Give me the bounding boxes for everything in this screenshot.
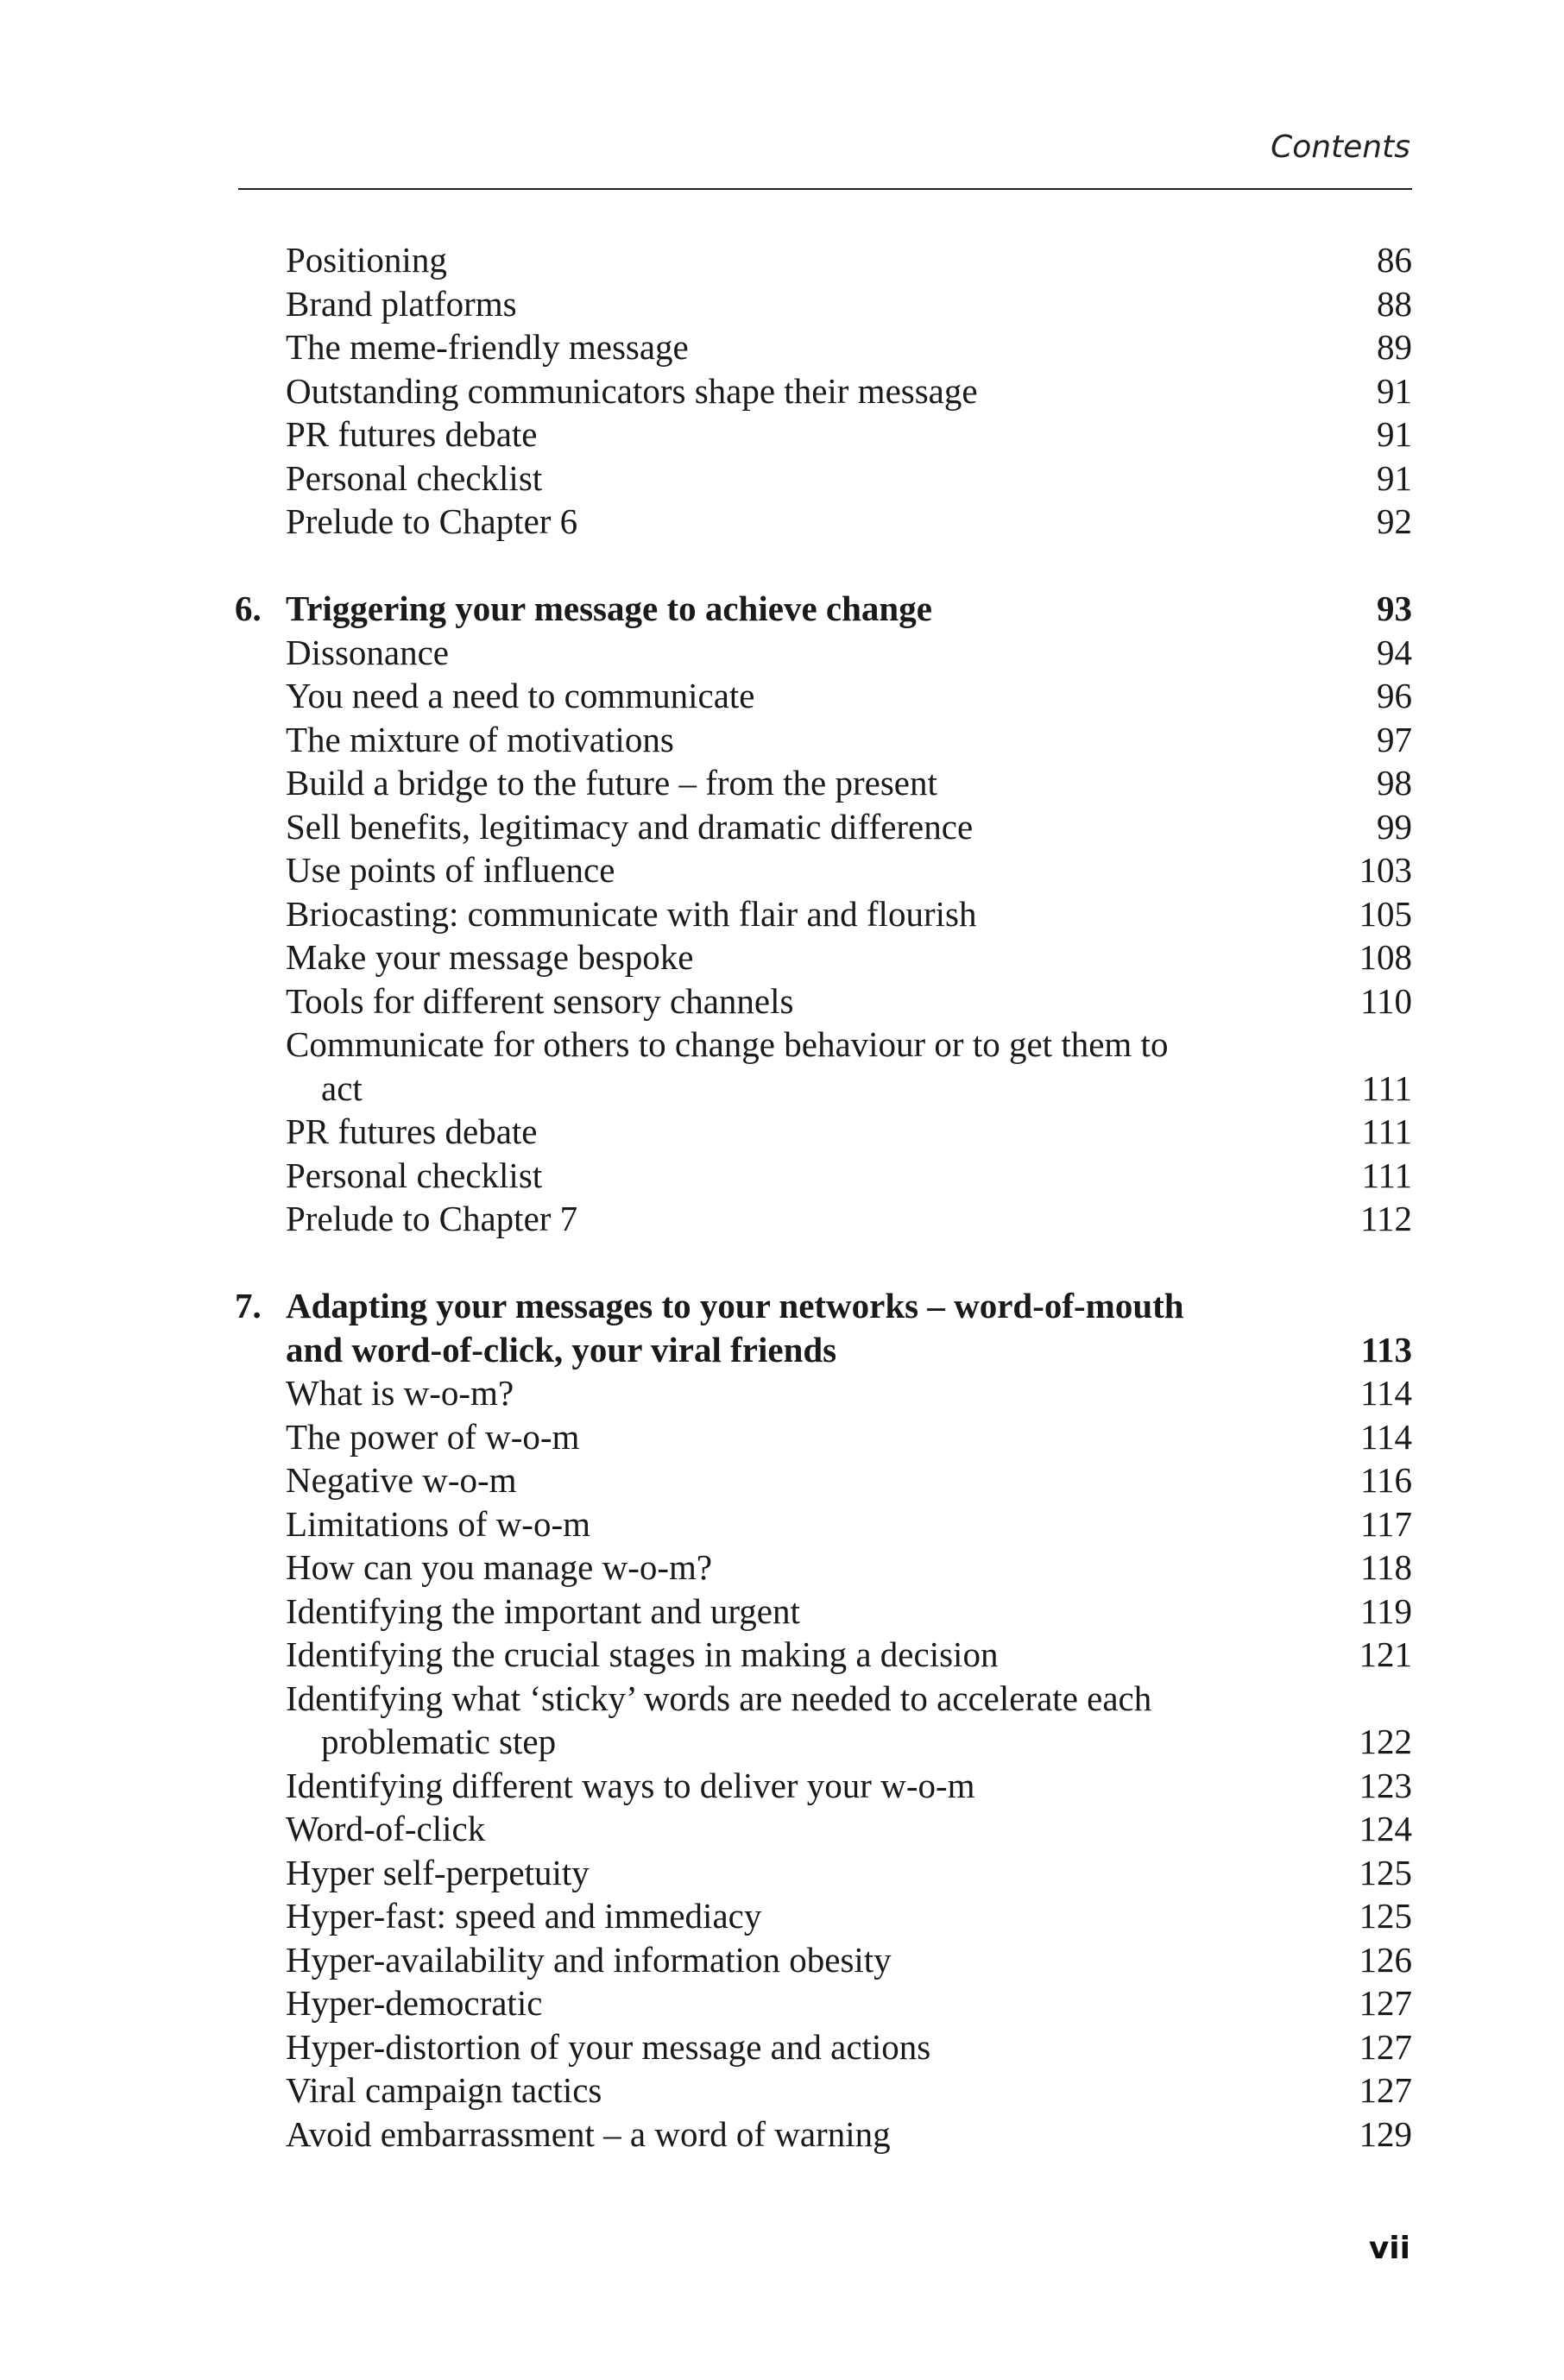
- toc-entry: [286, 1371, 1412, 1415]
- toc-entry-title: [286, 1371, 1412, 1415]
- toc-entry-page-number: 129: [1359, 2113, 1412, 2154]
- toc-entry-title-line: Adapting your messages to your networks – word-of-mouth: [286, 1286, 1184, 1325]
- toc-entry-title: [286, 587, 1412, 631]
- toc-entry-page-number: 117: [1360, 1503, 1412, 1544]
- toc-entry: [286, 935, 1412, 979]
- toc-entry-title-line: Use points of influence: [286, 850, 615, 890]
- toc-entry-title-line: Sell benefits, legitimacy and dramatic difference: [286, 806, 974, 847]
- toc-entry-page-number: 110: [1360, 980, 1412, 1021]
- toc-entry-title: [286, 1764, 1412, 1808]
- toc-entry-page-number: 111: [1361, 1111, 1412, 1151]
- toc-entry-title: [286, 892, 1412, 936]
- toc-entry-title-line: Build a bridge to the future – from the present: [286, 763, 937, 803]
- toc-entry: [286, 892, 1412, 936]
- toc-entry: [286, 2025, 1412, 2069]
- toc-entry-title-line: PR futures debate: [286, 1111, 538, 1151]
- toc-entry-title-line: How can you manage w-o-m?: [286, 1547, 713, 1587]
- toc-entry: [286, 848, 1412, 892]
- toc-entry-title: [286, 848, 1412, 892]
- toc-entry-title-line: What is w-o-m?: [286, 1373, 514, 1413]
- toc-entry-page-number: 91: [1377, 457, 1412, 498]
- toc-entry-title-line: Hyper self-perpetuity: [286, 1852, 590, 1892]
- toc-entry-title: [286, 238, 1412, 282]
- toc-entry-title-line: Hyper-distortion of your message and actions: [286, 2026, 931, 2067]
- toc-entry: [286, 761, 1412, 805]
- toc-entry-page-number: 86: [1377, 240, 1412, 280]
- toc-entry-title-line: Brand platforms: [286, 283, 517, 324]
- toc-entry: [286, 325, 1412, 369]
- toc-entry-page-number: 127: [1359, 2070, 1412, 2110]
- toc-entry-page-number: 94: [1377, 632, 1412, 672]
- toc-entry-title-continuation: act: [321, 1067, 363, 1108]
- toc-entry: [286, 456, 1412, 501]
- toc-entry-title-line: Personal checklist: [286, 457, 543, 498]
- toc-entry-title: [286, 325, 1412, 369]
- toc-entry-page-number: 105: [1359, 893, 1412, 934]
- toc-entry-title: [286, 1590, 1412, 1634]
- toc-entry: [286, 979, 1412, 1023]
- toc-entry-page-number: 98: [1377, 763, 1412, 803]
- toc-entry-title: [286, 1197, 1412, 1241]
- toc-entry-title: [286, 1894, 1412, 1938]
- toc-entry-title: [286, 631, 1412, 675]
- toc-entry: [286, 1894, 1412, 1938]
- toc-entry-title: [286, 456, 1412, 501]
- toc-entry-title-line: Identifying what ‘sticky’ words are needed to accelerate each: [286, 1678, 1152, 1718]
- toc-entry-page-number: 92: [1377, 501, 1412, 541]
- toc-entry-title-line: PR futures debate: [286, 414, 538, 454]
- toc-entry-title-line: Identifying the crucial stages in making a decision: [286, 1634, 999, 1674]
- page-number: vii: [1368, 2231, 1410, 2266]
- toc-entry-title: [286, 674, 1412, 718]
- toc-entry-title: [286, 1154, 1412, 1198]
- toc-entry-page-number: 119: [1360, 1590, 1412, 1631]
- toc-entry-title-continuation: and word-of-click, your viral friends: [286, 1329, 837, 1369]
- toc-entry-title: [286, 2112, 1412, 2156]
- toc-entry-title: [286, 2068, 1412, 2112]
- toc-entry-title-line: Identifying different ways to deliver your w-o-m: [286, 1765, 975, 1805]
- toc-entry-page-number: 122: [1359, 1722, 1412, 1761]
- toc-entry: [286, 1590, 1412, 1634]
- toc-entry-title-line: Outstanding communicators shape their message: [286, 370, 978, 411]
- header-rule: [238, 188, 1412, 190]
- toc-entry: [286, 1197, 1412, 1241]
- toc-entry-page-number: 112: [1360, 1199, 1412, 1238]
- toc-entry: [286, 1938, 1412, 1982]
- toc-entry: [286, 1458, 1412, 1502]
- toc-entry-title-line: The mixture of motivations: [286, 719, 674, 759]
- toc-entry: [286, 1677, 1412, 1764]
- toc-entry: [286, 1154, 1412, 1198]
- toc-entry-page-number: 111: [1361, 1155, 1412, 1195]
- toc-entry: [286, 1546, 1412, 1590]
- toc-entry-title-line: Triggering your message to achieve change: [286, 589, 932, 628]
- toc-entry: [286, 282, 1412, 326]
- toc-chapter-entry: [235, 1284, 1412, 1371]
- toc-entry-title-line: Hyper-fast: speed and immediacy: [286, 1896, 762, 1936]
- toc-entry-title: [286, 1415, 1412, 1459]
- toc-entry-page-number: 124: [1359, 1809, 1412, 1848]
- toc-entry-title: [286, 1938, 1412, 1982]
- toc-entry-title-line: Make your message bespoke: [286, 937, 694, 977]
- toc-entry-title: [286, 1110, 1412, 1154]
- toc-entry: [286, 1502, 1412, 1546]
- toc-entry: [286, 500, 1412, 544]
- toc-entry-title: [286, 1807, 1412, 1851]
- toc-entry-title-line: Positioning: [286, 240, 447, 280]
- toc-entry-page-number: 118: [1360, 1547, 1412, 1587]
- toc-entry-page-number: 123: [1359, 1765, 1412, 1805]
- toc-entry-page-number: 114: [1360, 1373, 1412, 1413]
- toc-entry-page-number: 126: [1359, 1939, 1412, 1980]
- toc-entry: [286, 1633, 1412, 1677]
- toc-entry: [286, 1110, 1412, 1154]
- toc-entry-title-line: Avoid embarrassment – a word of warning: [286, 2113, 891, 2154]
- toc-entry-title: [286, 718, 1412, 762]
- toc-entry-page-number: 113: [1360, 1329, 1412, 1369]
- toc-entry-page-number: 89: [1377, 327, 1412, 367]
- running-head: Contents: [1271, 129, 1410, 165]
- chapter-number: 7.: [235, 1286, 262, 1325]
- toc-entry-page-number: 103: [1359, 850, 1412, 890]
- toc-entry-title-line: The power of w-o-m: [286, 1416, 580, 1457]
- toc-entry-page-number: 91: [1377, 370, 1412, 411]
- toc-entry-title-line: Tools for different sensory channels: [286, 980, 794, 1021]
- toc-entry-title-line: Personal checklist: [286, 1155, 543, 1195]
- toc-entry: [286, 1764, 1412, 1808]
- toc-entry-title: [286, 1502, 1412, 1546]
- toc-entry-title-line: Dissonance: [286, 632, 450, 672]
- toc-entry-title: [286, 500, 1412, 544]
- toc-entry-page-number: 96: [1377, 676, 1412, 715]
- toc-entry-title-line: Negative w-o-m: [286, 1460, 517, 1500]
- toc-entry-title-line: Viral campaign tactics: [286, 2070, 602, 2110]
- chapter-number: 6.: [235, 589, 262, 628]
- toc-entry-title: [286, 1633, 1412, 1677]
- toc-entry-page-number: 125: [1359, 1852, 1412, 1892]
- toc-entry: [286, 718, 1412, 762]
- toc-entry: [286, 1851, 1412, 1895]
- toc-entry-title: [286, 1851, 1412, 1895]
- toc-entry-page-number: 114: [1360, 1416, 1412, 1457]
- toc-entry-page-number: 108: [1359, 937, 1412, 977]
- toc-entry-page-number: 88: [1377, 283, 1412, 324]
- toc-entry-title: [286, 1677, 1412, 1764]
- toc-entry-title: [286, 979, 1412, 1023]
- toc-entry-page-number: 116: [1360, 1460, 1412, 1500]
- toc-entry-title-line: Hyper-availability and information obesity: [286, 1939, 892, 1980]
- toc-entry-title-line: Limitations of w-o-m: [286, 1503, 591, 1544]
- toc-entry-title: [286, 369, 1412, 413]
- toc-entry: [286, 2112, 1412, 2156]
- toc-chapter-entry: [235, 587, 1412, 631]
- toc-entry: [286, 1807, 1412, 1851]
- toc-entry-page-number: 127: [1359, 1983, 1412, 2023]
- toc-entry-title: [286, 412, 1412, 456]
- toc-entry-title: [286, 282, 1412, 326]
- toc-entry-page-number: 111: [1361, 1067, 1412, 1108]
- toc-entry-title-line: The meme-friendly message: [286, 327, 689, 367]
- toc-entry: [286, 369, 1412, 413]
- toc-entry-title: [286, 1458, 1412, 1502]
- toc-entry-title-line: You need a need to communicate: [286, 676, 755, 715]
- toc-entry-page-number: 127: [1359, 2026, 1412, 2067]
- toc-entry-title: [286, 761, 1412, 805]
- toc-entry-title: [286, 805, 1412, 849]
- toc-entry-title: [286, 1546, 1412, 1590]
- toc-entry-title-line: Briocasting: communicate with flair and flourish: [286, 893, 977, 934]
- toc-entry: [286, 1415, 1412, 1459]
- toc-entry-title: [286, 1284, 1412, 1371]
- toc-entry-page-number: 91: [1377, 414, 1412, 454]
- toc-entry-title-line: Hyper-democratic: [286, 1983, 543, 2023]
- toc-entry-title-line: Prelude to Chapter 7: [286, 1199, 578, 1238]
- toc-entry-title-line: Identifying the important and urgent: [286, 1590, 800, 1631]
- toc-entry: [286, 674, 1412, 718]
- toc-entry-page-number: 99: [1377, 806, 1412, 847]
- toc-entry-page-number: 125: [1359, 1896, 1412, 1936]
- toc-entry: [286, 805, 1412, 849]
- toc-entry-page-number: 121: [1359, 1634, 1412, 1674]
- toc-entry-title-line: Communicate for others to change behaviour or to get them to: [286, 1024, 1169, 1064]
- toc-entry-title: [286, 1023, 1412, 1110]
- toc-entry-title-line: Word-of-click: [286, 1809, 486, 1848]
- toc-entry-title-line: Prelude to Chapter 6: [286, 501, 578, 541]
- toc-entry-page-number: 93: [1377, 589, 1412, 628]
- toc-entry-title: [286, 935, 1412, 979]
- toc-entry-page-number: 97: [1377, 719, 1412, 759]
- toc-entry-title: [286, 2025, 1412, 2069]
- toc-entry: [286, 1981, 1412, 2025]
- toc-entry-title-continuation: problematic step: [321, 1722, 557, 1761]
- toc-entry: [286, 1023, 1412, 1110]
- toc-entry: [286, 238, 1412, 282]
- toc-entry-title: [286, 1981, 1412, 2025]
- toc-entry: [286, 631, 1412, 675]
- toc-entry: [286, 2068, 1412, 2112]
- toc-entry: [286, 412, 1412, 456]
- table-of-contents: [0, 238, 1564, 2156]
